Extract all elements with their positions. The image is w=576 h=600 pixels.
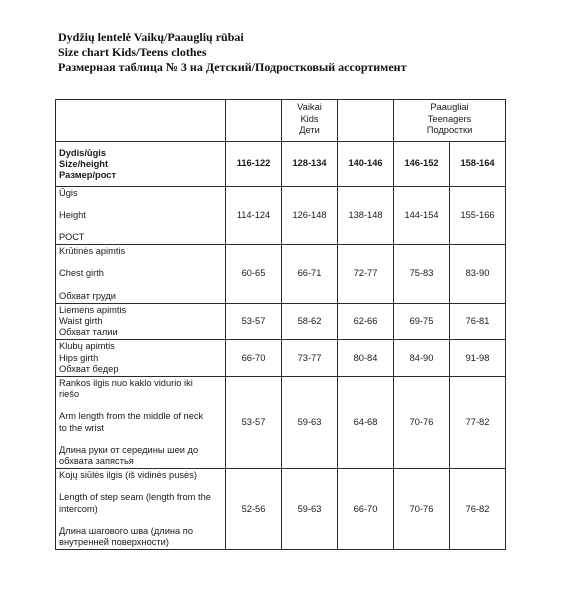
size-value-cell: 64-68 [338,377,394,469]
row-label-line: Ūgis [59,187,78,198]
group-kids-en: Kids [300,113,319,124]
size-value-cell: 77-82 [450,377,506,469]
row-label-line: Liemens apimtis [59,304,127,315]
size-value-cell: 62-66 [338,303,394,340]
title-block [58,30,406,75]
row-label-line: Chest girth [59,268,104,279]
arm-length-row [56,377,506,469]
row-label-line: обхвата запястья [59,456,134,467]
row-label [56,245,226,304]
size-header-cell: 146-152 [394,142,450,187]
size-value-cell: 58-62 [282,303,338,340]
row-label-line: внутренней поверхности) [59,537,169,548]
size-value-cell: 69-75 [394,303,450,340]
size-chart-body [56,100,506,550]
row-label-line: Arm length from the middle of neck [59,411,204,422]
row-label-line: riešo [59,389,80,400]
size-value-cell: 70-76 [394,469,450,550]
group-teens-en: Teenagers [427,113,472,124]
row-label-line: Обхват талии [59,327,118,338]
group-teens-header [394,100,506,142]
size-value-cell: 138-148 [338,186,394,245]
size-header-cell: 128-134 [282,142,338,187]
row-label-line: Длина руки от середины шеи до [59,444,199,455]
step-seam-row [56,469,506,550]
row-label-gap [59,280,222,291]
row-label-gap [59,434,222,445]
row-label-line: Rankos ilgis nuo kaklo vidurio iki [59,378,193,389]
size-value-cell: 70-76 [394,377,450,469]
row-label [56,340,226,377]
size-value-cell: 53-57 [226,377,282,469]
size-value-cell: 72-77 [338,245,394,304]
size-value-cell: 66-70 [338,469,394,550]
size-value-cell: 59-63 [282,377,338,469]
title-russian: Размерная таблица № 3 на Детский/Подростковый ассортимент [58,60,407,74]
group-teens-lt: Paaugliai [430,102,469,112]
height-row [56,186,506,245]
row-label-gap [59,257,222,268]
size-value-cell: 52-56 [226,469,282,550]
group-header-row [56,100,506,142]
title-lithuanian: Dydžių lentelė Vaikų/Paauglių rūbai [58,30,244,44]
group-kids-header [282,100,338,142]
size-value-cell: 60-65 [226,245,282,304]
size-value-cell: 80-84 [338,340,394,377]
size-header-label-en: Size/height [59,159,109,170]
row-label-gap [59,221,222,232]
size-value-cell: 76-82 [450,469,506,550]
row-label [56,186,226,245]
size-value-cell: 66-70 [226,340,282,377]
size-value-cell: 84-90 [394,340,450,377]
size-header-label-ru: Размер/рост [59,170,117,181]
group-kids-ru: Дети [299,125,320,135]
row-label-line: РОСТ [59,232,85,243]
size-value-cell: 59-63 [282,469,338,550]
row-label-line: to the wrist [59,422,104,433]
group-kids-spacer [226,100,282,142]
group-kids-spacer-2 [338,100,394,142]
row-label-line: Обхват груди [59,290,116,301]
row-label-line: Hips girth [59,352,99,363]
size-value-cell: 83-90 [450,245,506,304]
row-label-line: Height [59,209,86,220]
row-label-line: Klubų apimtis [59,341,115,352]
chest-girth-row [56,245,506,304]
size-value-cell: 91-98 [450,340,506,377]
hips-girth-row [56,340,506,377]
group-teens-ru: Подростки [426,125,473,135]
size-value-cell: 155-166 [450,186,506,245]
row-label-gap [59,515,222,526]
title-english: Size chart Kids/Teens clothes [58,45,207,59]
size-header-cell: 140-146 [338,142,394,187]
row-label [56,469,226,550]
size-chart-table [55,99,506,550]
size-value-cell: 66-71 [282,245,338,304]
waist-girth-row [56,303,506,340]
group-kids-lt: Vaikai [297,102,322,112]
size-value-cell: 126-148 [282,186,338,245]
row-label-line: Waist girth [59,316,103,327]
size-header-row [56,142,506,187]
size-value-cell: 144-154 [394,186,450,245]
row-label-gap [59,199,222,210]
row-label-line: Kojų siūlės ilgis (iš vidinės pusės) [59,470,197,481]
row-label-line: intercom) [59,503,98,514]
size-header-cell: 158-164 [450,142,506,187]
size-value-cell: 75-83 [394,245,450,304]
size-header-label-lt: Dydis/ūgis [59,148,107,158]
row-label-line: Обхват бедер [59,363,119,374]
row-label-line: Длина шагового шва (длина по [59,525,194,536]
size-header-cell: 116-122 [226,142,282,187]
size-header-label [56,142,226,187]
row-label [56,377,226,469]
size-value-cell: 76-81 [450,303,506,340]
row-label-line: Krūtinės apimtis [59,246,126,257]
empty-corner-cell [56,100,226,142]
row-label [56,303,226,340]
row-label-gap [59,481,222,492]
row-label-gap [59,400,222,411]
size-value-cell: 73-77 [282,340,338,377]
size-value-cell: 114-124 [226,186,282,245]
row-label-line: Length of step seam (length from the [59,492,211,503]
size-value-cell: 53-57 [226,303,282,340]
